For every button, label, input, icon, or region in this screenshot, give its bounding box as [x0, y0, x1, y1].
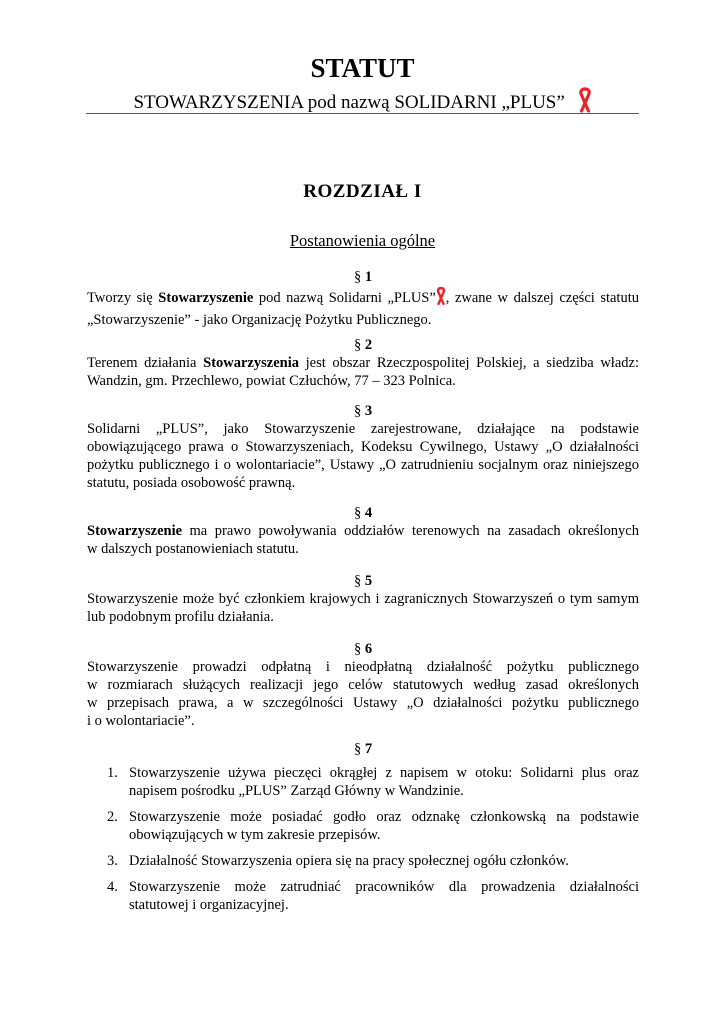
section-mark: § 1 [353, 269, 373, 285]
paragraph-line: w dalszych postanowieniach statutu. [87, 541, 299, 557]
list-item-line: Stowarzyszenie może posiadać godło oraz odznakę członkowską na podstawie [129, 809, 639, 825]
paragraph-line: Stowarzyszenie prowadzi odpłatną i nieodpłatną działalność pożytku publicznego [87, 659, 639, 675]
paragraph-line: statutu, posiada osobowość prawną. [87, 475, 296, 491]
section-mark: § 3 [353, 403, 373, 419]
paragraph-line: w przepisach prawa, a w szczególności Ustawy „O działalności pożytku publicznego [87, 695, 639, 711]
subtitle-text: STOWARZYSZENIA pod nazwą SOLIDARNI „PLUS” [133, 91, 565, 113]
list-item-line: napisem pośrodku „PLUS” Zarząd Główny w Wandzinie. [129, 783, 464, 799]
section-7 [87, 740, 639, 758]
paragraph-line: Solidarni „PLUS”, jako Stowarzyszenie zarejestrowane, działające na podstawie [87, 421, 639, 437]
paragraph-line: i o wolontariacie”. [87, 713, 195, 729]
section-5 [87, 572, 639, 626]
list-item-line: Stowarzyszenie używa pieczęci okrągłej z napisem w otoku: Solidarni plus oraz [129, 765, 639, 781]
chapter-subtitle: Postanowienia ogólne [289, 231, 436, 250]
red-ribbon-icon [436, 286, 446, 311]
section-mark: § 4 [353, 505, 373, 521]
red-ribbon-icon [578, 87, 592, 120]
list-item-line: obowiązujących w tym zakresie przepisów. [129, 827, 381, 843]
paragraph-line: Wandzin, gm. Przechlewo, powiat Człuchów, 77 – 323 Polnica. [87, 373, 456, 389]
section-mark: § 7 [353, 741, 373, 757]
paragraph-line: lub podobnym profilu działania. [87, 609, 274, 625]
list-item [87, 764, 639, 800]
section-mark: § 6 [353, 641, 373, 657]
list-item-number: 3. [107, 853, 118, 869]
chapter-title: ROZDZIAŁ I [303, 181, 422, 202]
bold-term: Stowarzyszenia [203, 355, 299, 371]
section-3 [87, 402, 639, 492]
paragraph-line: Terenem działania Stowarzyszenia jest obszar Rzeczpospolitej Polskiej, a siedziba władz: [87, 355, 639, 371]
document-title: STATUT [310, 53, 415, 83]
section-mark: § 5 [353, 573, 373, 589]
paragraph-line: Stowarzyszenie ma prawo powoływania oddziałów terenowych na zasadach określonych [87, 523, 639, 539]
list-item [87, 878, 639, 914]
paragraph-line: pożytku publicznego i o wolontariacie”, Ustawy „O zatrudnieniu socjalnym oraz niniejszego [87, 457, 639, 473]
header-divider [86, 113, 639, 114]
list-item-number: 4. [107, 879, 118, 895]
bold-term: Stowarzyszenie [87, 523, 183, 539]
bold-term: Stowarzyszenie [158, 289, 254, 306]
list-item-line: Działalność Stowarzyszenia opiera się na pracy społecznej ogółu członków. [129, 853, 569, 869]
document-subtitle [0, 87, 725, 120]
list-item-number: 1. [107, 765, 118, 781]
list-item-line: Stowarzyszenie może zatrudniać pracowników dla prowadzenia działalności [129, 879, 639, 895]
section-1 [87, 268, 639, 329]
paragraph-line: „Stowarzyszenie” - jako Organizację Pożytku Publicznego. [87, 312, 432, 328]
list-item-number: 2. [107, 809, 118, 825]
paragraph-line: Stowarzyszenie może być członkiem krajowych i zagranicznych Stowarzyszeń o tym samym [87, 591, 639, 607]
section-4 [87, 504, 639, 558]
section-6 [87, 640, 639, 730]
section-2 [87, 336, 639, 390]
section-mark: § 2 [353, 337, 373, 353]
list-item-line: statutowej i organizacyjnej. [129, 897, 289, 913]
list-item [87, 808, 639, 844]
paragraph-line: w rozmiarach służących realizacji jego celów statutowych według zasad określonych [87, 677, 639, 693]
paragraph-line: obowiązującego prawa o Stowarzyszeniach, Kodeksu Cywilnego, Ustawy „O działalności [87, 439, 639, 455]
list-item [87, 852, 639, 870]
paragraph-line: Tworzy się Stowarzyszenie pod nazwą Solidarni „PLUS” , zwane w dalszej części statutu [87, 286, 639, 311]
